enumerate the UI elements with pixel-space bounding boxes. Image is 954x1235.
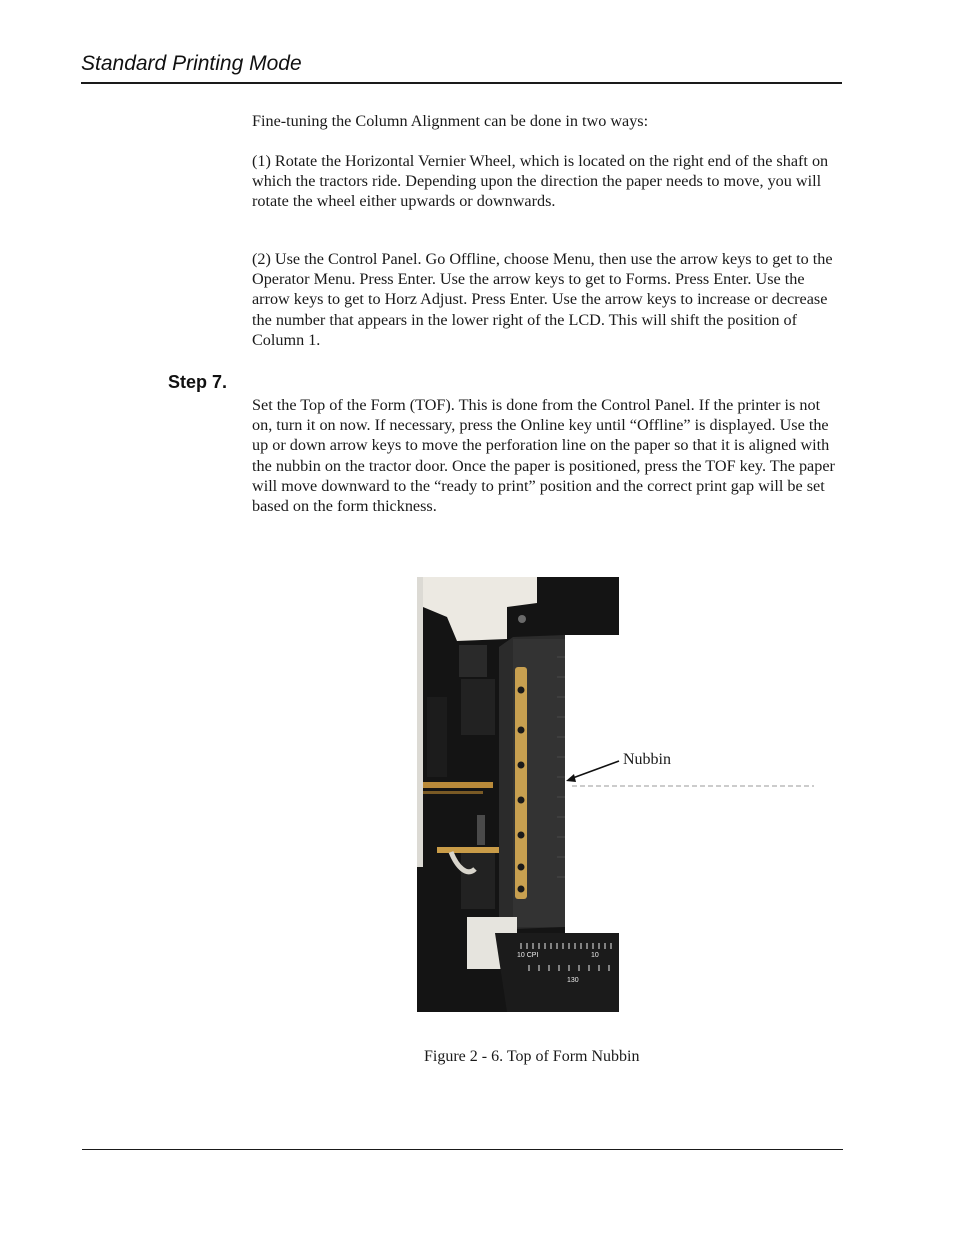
footer-rule	[82, 1149, 843, 1150]
scale-label-one-thirty: 130	[567, 977, 579, 984]
section-title: Standard Printing Mode	[81, 52, 302, 75]
step-heading: Step 7.	[168, 372, 228, 392]
option-one-paragraph: (1) Rotate the Horizontal Vernier Wheel, which is located on the right end of the shaft on which the tractors ride. Depending upon the direction the paper needs to move, you will rotate the wheel either upwards or downwards.	[252, 152, 829, 211]
intro-paragraph: Fine-tuning the Column Alignment can be done in two ways:	[252, 112, 649, 130]
scale-label-ten: 10	[591, 952, 599, 959]
nubbin-label: Nubbin	[623, 751, 671, 768]
figure-caption: Figure 2 - 6. Top of Form Nubbin	[424, 1048, 640, 1065]
callout-arrow	[570, 761, 619, 779]
arrow-head-icon	[566, 774, 576, 782]
option-two-paragraph: (2) Use the Control Panel. Go Offline, choose Menu, then use the arrow keys to get to the Operator Menu. Press Enter. Use the arrow keys to get to Forms. Press Enter. Use the arrow keys to get to Horz Adjust. Press Enter. Use the arrow keys to increase or decrease the number that appears in the lower right of the LCD. This will shift the position of Column 1.	[252, 250, 833, 349]
scale-label-cpi: 10 CPI	[517, 952, 539, 959]
nubbin-callout	[560, 750, 820, 810]
page-header	[81, 51, 842, 84]
step-paragraph: Set the Top of the Form (TOF). This is done from the Control Panel. If the printer is not on, turn it on now. If necessary, press the Online key until “Offline” is displayed. Use the up or down arrow keys to move the perforation line on the paper so that it is aligned with the nubbin on the tractor door. Once the paper is positioned, press the TOF key. The paper will move downward to the “ready to print” position and the correct print gap will be set based on the form thickness.	[252, 396, 835, 516]
